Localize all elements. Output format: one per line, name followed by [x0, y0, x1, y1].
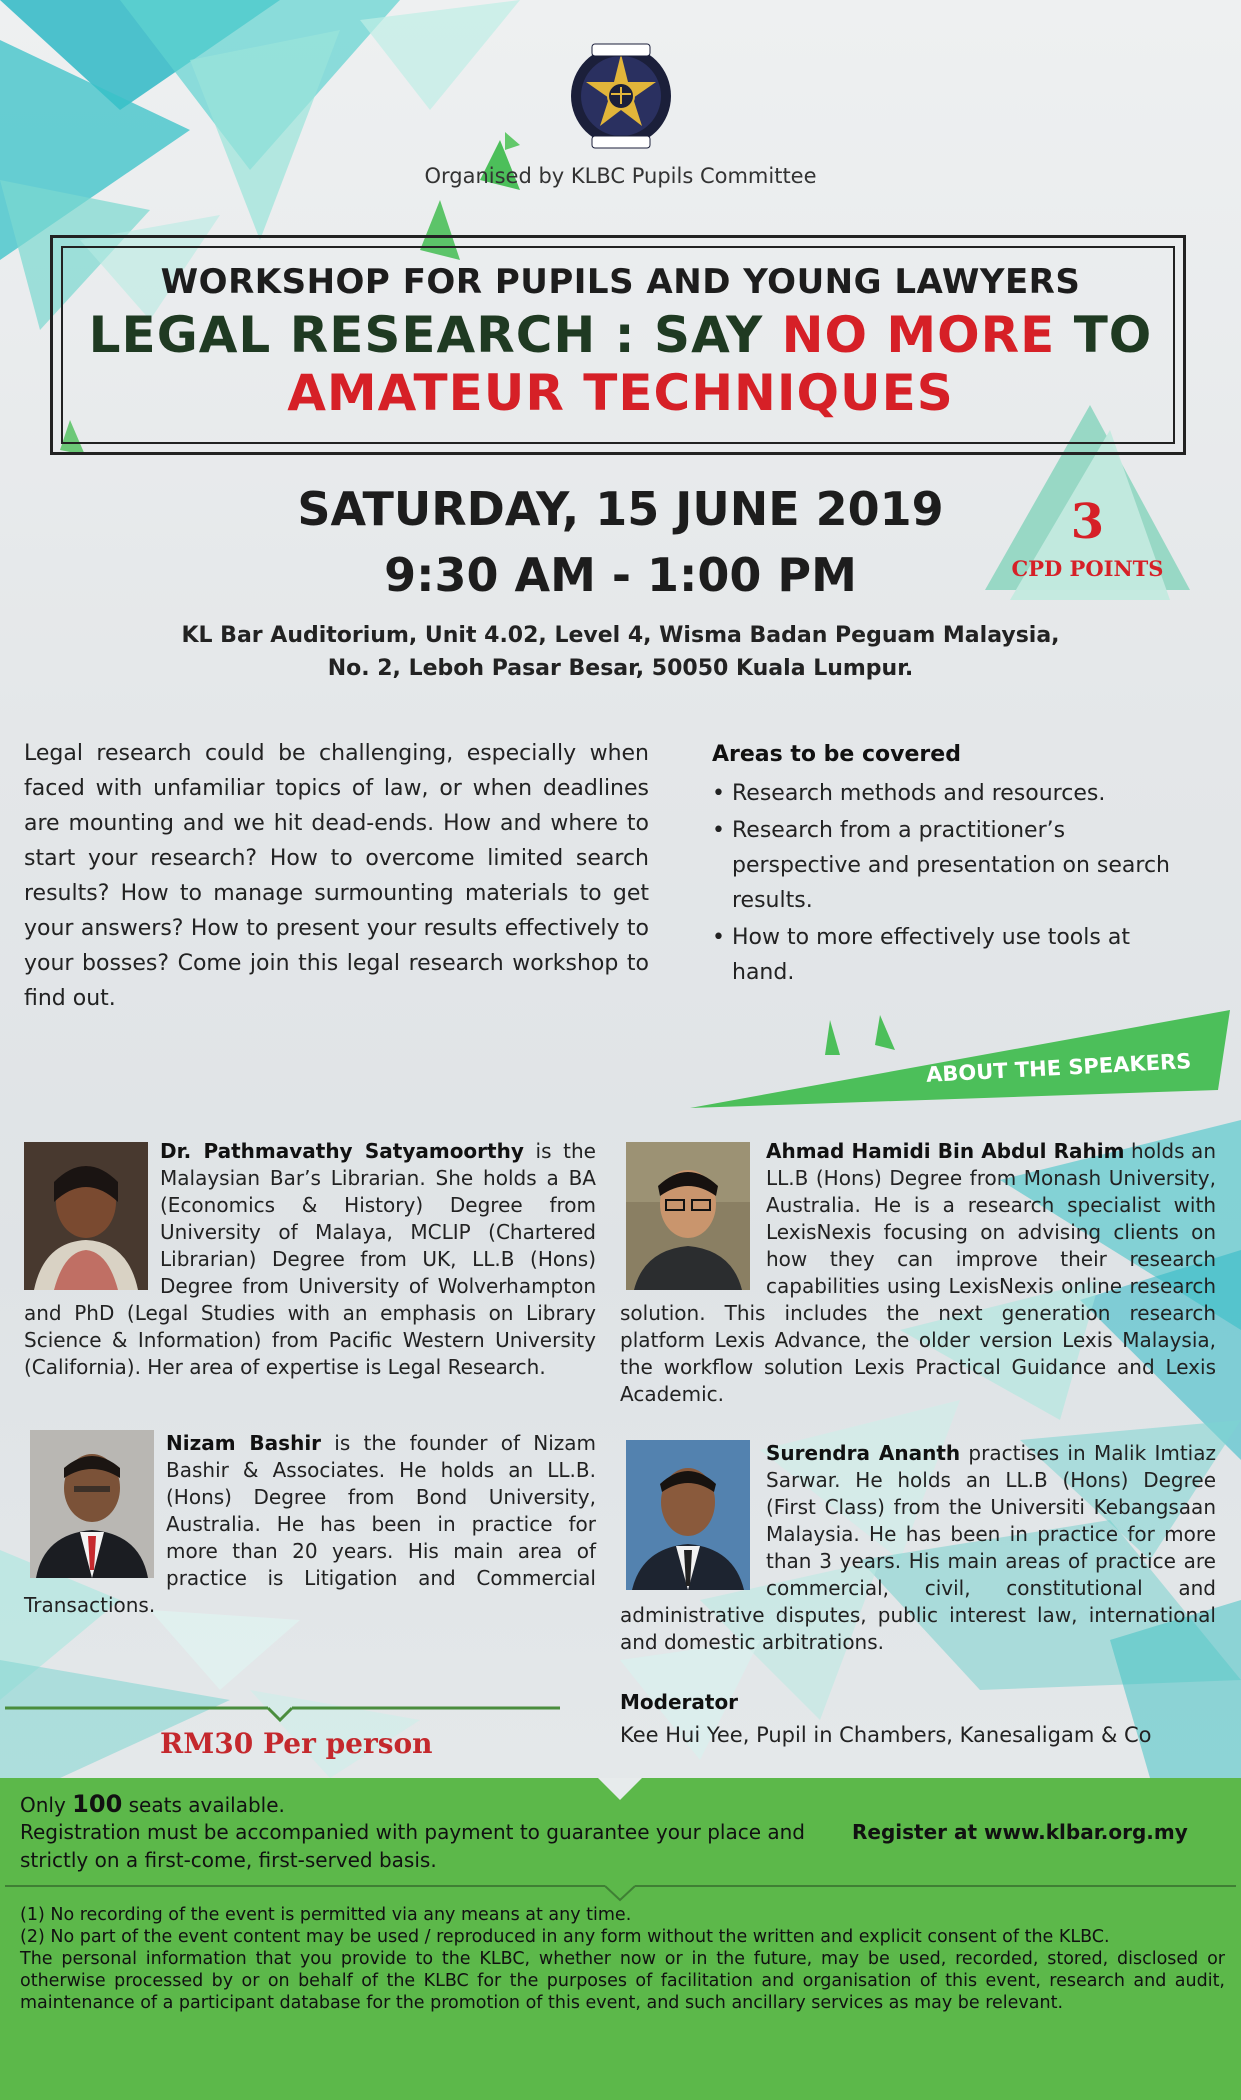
speaker-name: Surendra Ananth	[766, 1441, 961, 1465]
cpd-points-number: 3	[1070, 494, 1105, 550]
speaker-bio-text: practises in Malik Imtiaz Sarwar. He holds an LL.B (Hons) Degree (First Class) from the Universiti Kebangsaan Malaysia. He has been in practice for more than 3 years. His main areas of practice are commercial, civil, constitutional and administrative disputes, public interest law, international and domestic arbitrations.	[620, 1441, 1216, 1654]
seats-available	[20, 1790, 285, 1818]
speaker-card-surendra	[620, 1440, 1216, 1656]
speaker-name: Nizam Bashir	[166, 1431, 322, 1455]
intro-paragraph: Legal research could be challenging, especially when faced with unfamiliar topics of law, or when deadlines are mounting and we hit dead-ends. How and where to start your research? How to overcome limited search results? How to manage surmounting materials to get your answers? How to present your results effectively to your bosses? Come join this legal research workshop to find out.	[24, 741, 649, 1011]
title-line-2-c: TO	[1055, 306, 1153, 364]
seats-prefix: Only	[20, 1793, 73, 1817]
speaker-bio-text: holds an LL.B (Hons) Degree from Monash University, Australia. He is a research specialist with LexisNexis focusing on advising clients on how they can improve their research capabilities using LexisNexis online research solution. This includes the next generation research platform Lexis Advance, the older version Lexis Malaysia, the workflow solution Lexis Practical Guidance and Lexis Academic.	[620, 1139, 1216, 1406]
venue-line-2: No. 2, Leboh Pasar Besar, 50050 Kuala Lumpur.	[327, 656, 914, 681]
fine-print	[20, 1904, 1225, 2014]
venue-line-1: KL Bar Auditorium, Unit 4.02, Level 4, Wisma Badan Peguam Malaysia,	[181, 623, 1060, 648]
areas-item: • Research from a practitioner’s perspective and presentation on search results.	[712, 813, 1182, 918]
fine-print-line: The personal information that you provide to the KLBC, whether now or in the future, may be used, recorded, stored, disclosed or otherwise processed by or on behalf of the KLBC for the purposes of facilitation and organisation of this event, research and audit, maintenance of a participant database for the promotion of this event, and such ancillary services as may be relevant.	[20, 1949, 1225, 2013]
title-line-2-a: LEGAL RESEARCH : SAY	[88, 306, 782, 364]
speaker-card-pathmavathy	[24, 1138, 596, 1381]
areas-heading: Areas to be covered	[712, 742, 961, 767]
cpd-points-label: CPD POINTS	[1011, 556, 1164, 581]
speaker-photo-surendra	[626, 1440, 750, 1590]
moderator-name: Kee Hui Yee, Pupil in Chambers, Kanesaligam & Co	[620, 1723, 1152, 1747]
areas-list	[712, 776, 1182, 992]
fine-print-line: (1) No recording of the event is permitted via any means at any time.	[20, 1905, 632, 1925]
title-line-2-highlight: NO MORE	[781, 306, 1056, 364]
seats-suffix: seats available.	[122, 1793, 285, 1817]
speaker-bio-text: is the founder of Nizam Bashir & Associates. He holds an LL.B. (Hons) Degree from Bond University, Australia. He has been in practice for more than 20 years. His main area of practice is Litigation and Commercial Transactions.	[24, 1431, 597, 1617]
about-speakers-banner: ABOUT THE SPEAKERS	[925, 1049, 1192, 1087]
seats-number: 100	[72, 1790, 123, 1818]
speaker-photo-pathmavathy	[24, 1142, 148, 1290]
speaker-name: Ahmad Hamidi Bin Abdul Rahim	[766, 1139, 1125, 1163]
areas-item: • How to more effectively use tools at hand.	[712, 920, 1182, 990]
moderator-heading: Moderator	[620, 1690, 739, 1714]
title-line-2	[0, 306, 1241, 364]
speaker-card-nizam	[24, 1430, 596, 1619]
speaker-photo-ahmad	[626, 1142, 750, 1290]
fine-print-line: (2) No part of the event content may be used / reproduced in any form without the written and explicit consent of the KLBC.	[20, 1927, 1110, 1947]
title-line-3: AMATEUR TECHNIQUES	[287, 364, 954, 422]
areas-item: • Research methods and resources.	[712, 776, 1182, 811]
speaker-card-ahmad	[620, 1138, 1216, 1408]
event-date: SATURDAY, 15 JUNE 2019	[297, 482, 944, 536]
speaker-photo-nizam	[30, 1430, 154, 1578]
speaker-name: Dr. Pathmavathy Satyamoorthy	[160, 1139, 524, 1163]
registration-note: Registration must be accompanied with payment to guarantee your place and strictly on a first-come, first-served basis.	[20, 1820, 805, 1872]
register-link[interactable]: Register at www.klbar.org.my	[852, 1820, 1188, 1844]
event-time: 9:30 AM - 1:00 PM	[384, 548, 857, 602]
organiser-text: Organised by KLBC Pupils Committee	[424, 164, 817, 188]
price-label: RM30 Per person	[160, 1727, 433, 1760]
title-line-1: WORKSHOP FOR PUPILS AND YOUNG LAWYERS	[160, 262, 1081, 302]
klbc-crest-icon	[568, 40, 674, 152]
speaker-bio-text: is the Malaysian Bar’s Librarian. She holds a BA (Economics & History) Degree from University of Malaya, MCLIP (Chartered Librarian) Degree from UK, LL.B (Hons) Degree from University of Wolverhampton and PhD (Legal Studies with an emphasis on Library Science & Information) from Pacific Western University (California). Her area of expertise is Legal Research.	[24, 1139, 596, 1379]
